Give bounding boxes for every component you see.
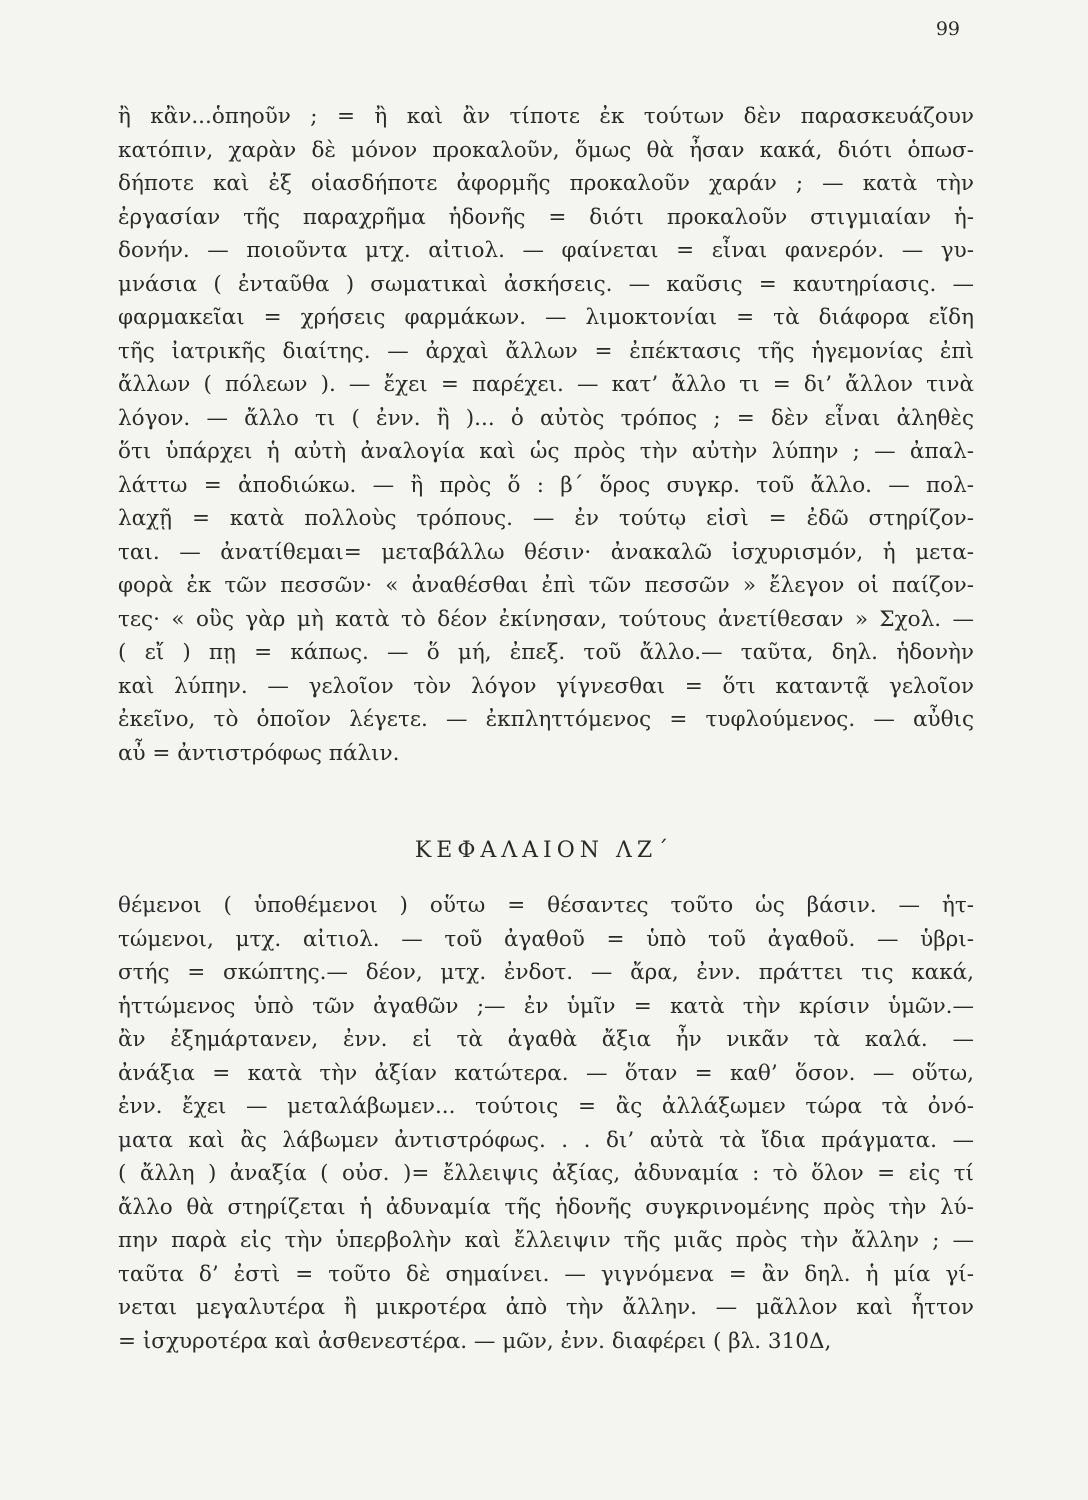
text-line: λαχῇ = κατὰ πολλοὺς τρόπους. — ἐν τούτῳ εἰσὶ = ἐδῶ στηρίζον- [118,506,974,531]
text-line: ταῦτα δ’ ἐστὶ = τοῦτο δὲ σημαίνει. — γιγνόμενα = ἂν δηλ. ἡ μία γί- [118,1261,974,1287]
text-line: καὶ λύπην. — γελοῖον τὸν λόγον γίγνεσθαι = ὅτι καταντᾷ γελοῖον [118,673,974,699]
text-line: = ἰσχυροτέρα καὶ ἀσθενεστέρα. — μῶν, ἐνν. διαφέρει ( βλ. 310Δ, [118,1328,832,1354]
text-line: ται. — ἀνατίθεμαι= μεταβάλλω θέσιν· ἀνακαλῶ ἰσχυρισμόν, ἡ μετα- [118,539,974,565]
commentary-paragraph-2 [118,889,974,1358]
text-line: ἐνν. ἔχει — μεταλάβωμεν... τούτοις = ἂς ἀλλάξωμεν τώρα τὰ ὀνό- [118,1094,974,1119]
text-line: τώμενοι, μτχ. αἰτιολ. — τοῦ ἀγαθοῦ = ὑπὸ τοῦ ἀγαθοῦ. — ὑβρι- [118,926,974,952]
text-line: πην παρὰ εἰς τὴν ὑπερβολὴν καὶ ἔλλειψιν τῆς μιᾶς πρὸς τὴν ἄλλην ; — [118,1228,974,1253]
text-line: στής = σκώπτης.— δέον, μτχ. ἐνδοτ. — ἄρα, ἐνν. πράττει τις κακά, [118,960,974,985]
text-line: θέμενοι ( ὑποθέμενοι ) οὕτω = θέσαντες τοῦτο ὡς βάσιν. — ἡτ- [118,893,974,918]
text-line: ἡττώμενος ὑπὸ τῶν ἀγαθῶν ;— ἐν ὑμῖν = κατὰ τὴν κρίσιν ὑμῶν.— [118,993,974,1019]
text-line: ἂν ἐξημάρτανεν, ἐνν. εἰ τὰ ἀγαθὰ ἄξια ἦν νικᾶν τὰ καλά. — [118,1027,974,1052]
text-line: τῆς ἰατρικῆς διαίτης. — ἀρχαὶ ἄλλων = ἐπέκτασις τῆς ἡγεμονίας ἐπὶ [118,338,974,364]
text-line: φορὰ ἐκ τῶν πεσσῶν· « ἀναθέσθαι ἐπὶ τῶν πεσσῶν » ἔλεγον οἱ παίζον- [118,573,974,598]
text-line: τες· « οὓς γὰρ μὴ κατὰ τὸ δέον ἐκίνησαν, τούτους ἀνετίθεσαν » Σχολ. — [118,606,974,632]
text-line: ( ἄλλη ) ἀναξία ( οὐσ. )= ἔλλειψις ἀξίας, ἀδυναμία : τὸ ὅλον = εἰς τί [118,1161,974,1186]
chapter-heading: ΚΕΦΑΛΑΙΟΝ ΛΖ΄ [414,838,674,863]
text-line: φαρμακεῖαι = χρήσεις φαρμάκων. — λιμοκτονίαι = τὰ διάφορα εἴδη [118,305,974,330]
text-line: νεται μεγαλυτέρα ἢ μικροτέρα ἀπὸ τὴν ἄλλην. — μᾶλλον καὶ ἧττον [118,1295,974,1320]
text-line: ὅτι ὑπάρχει ἡ αὐτὴ ἀναλογία καὶ ὡς πρὸς τὴν αὐτὴν λύπην ; — ἀπαλ- [118,439,974,464]
text-line: λόγον. — ἄλλο τι ( ἐνν. ἢ )... ὁ αὐτὸς τρόπος ; = δὲν εἶναι ἀληθὲς [118,405,974,431]
text-line: ἀνάξια = κατὰ τὴν ἀξίαν κατώτερα. — ὅταν = καθ’ ὅσον. — οὕτω, [118,1060,974,1086]
text-line: ἐκεῖνο, τὸ ὁποῖον λέγετε. — ἐκπληττόμενος = τυφλούμενος. — αὖθις [118,707,974,732]
text-line: ( εἴ ) πῃ = κάπως. — ὅ μή, ἐπεξ. τοῦ ἄλλο.— ταῦτα, δηλ. ἡδονὴν [118,640,974,665]
text-line: δήποτε καὶ ἐξ οἱασδήποτε ἀφορμῆς προκαλοῦν χαράν ; — κατὰ τὴν [118,171,974,196]
text-line: κατόπιν, χαρὰν δὲ μόνον προκαλοῦν, ὅμως θὰ ἦσαν κακά, διότι ὁπωσ- [118,137,974,163]
text-line: λάττω = ἀποδιώκω. — ἢ πρὸς ὅ : β΄ ὅρος συγκρ. τοῦ ἄλλο. — πολ- [118,472,974,498]
text-line: ἢ κἂν...ὁπηοῦν ; = ἢ καὶ ἂν τίποτε ἐκ τούτων δὲν παρασκευάζουν [118,104,974,129]
text-line: δονήν. — ποιοῦντα μτχ. αἰτιολ. — φαίνεται = εἶναι φανερόν. — γυ- [118,238,974,263]
text-line: αὖ = ἀντιστρόφως πάλιν. [118,740,400,766]
text-line: ματα καὶ ἂς λάβωμεν ἀντιστρόφως. . . δι’ αὐτὰ τὰ ἴδια πράγματα. — [118,1127,974,1153]
commentary-paragraph-1 [118,100,974,770]
text-line: μνάσια ( ἐνταῦθα ) σωματικαὶ ἀσκήσεις. — καῦσις = καυτηρίασις. — [118,271,974,297]
page-number: 99 [935,18,960,40]
text-line: ἄλλων ( πόλεων ). — ἔχει = παρέχει. — κατ’ ἄλλο τι = δι’ ἄλλον τινὰ [118,372,974,397]
text-line: ἐργασίαν τῆς παραχρῆμα ἡδονῆς = διότι προκαλοῦν στιγμιαίαν ἡ- [118,204,974,230]
text-line: ἄλλο θὰ στηρίζεται ἡ ἀδυναμία τῆς ἡδονῆς συγκρινομένης πρὸς τὴν λύ- [118,1194,974,1220]
